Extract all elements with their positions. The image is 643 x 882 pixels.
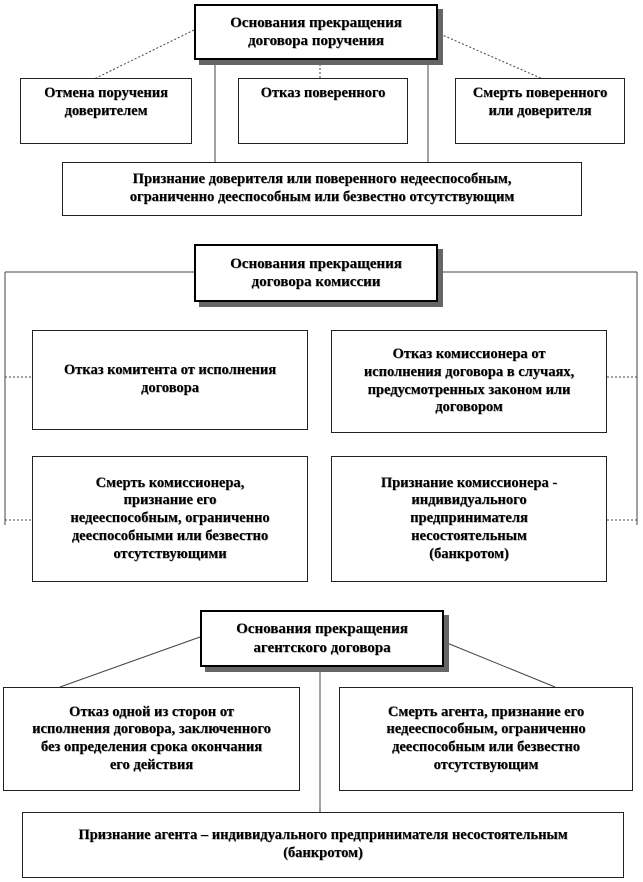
connector-s3-left (60, 637, 200, 687)
section2-item-text: Смерть комиссионера, признание его недееспособным, ограниченно дееспособными или безвестно отсутствующими (70, 474, 270, 562)
section3-item-text: Отказ одной из сторон от исполнения договора, заключенного без определения срока окончания его действия (32, 703, 271, 773)
section2-item-text: Отказ комитента от исполнения договора (63, 362, 277, 396)
section1-item-text: Признание доверителя или поверенного недееспособным, ограниченно дееспособным или безвестно отсутствующим (129, 171, 515, 205)
section2-header-text: Основания прекращения договора комиссии (230, 255, 402, 290)
section2-item-refusal-by-commissioner (331, 330, 607, 433)
section3-item-text: Смерть агента, признание его недееспособным, ограниченно дееспособным или безвестно отсутствующим (386, 703, 586, 773)
section1-item-incapacity (62, 162, 582, 216)
section3-item-agent-bankruptcy (22, 812, 624, 878)
connector-s3-right (447, 643, 555, 687)
connector-s1-left (92, 30, 194, 80)
connector-s1-right (440, 34, 545, 80)
section1-item-refusal-by-attorney (238, 78, 408, 144)
section1-item-death (455, 78, 625, 144)
section2-item-bankruptcy (331, 456, 607, 582)
section1-item-cancel-by-principal (20, 78, 192, 144)
section2-header (194, 244, 438, 302)
section3-item-death-of-agent (339, 687, 633, 791)
section1-header (194, 4, 438, 60)
section1-item-text: Смерть поверенного или доверителя (472, 85, 608, 119)
section2-item-death-of-commissioner (32, 456, 308, 582)
section1-item-text: Отказ поверенного (260, 85, 386, 101)
section3-header-text: Основания прекращения агентского договора (236, 621, 408, 656)
section2-item-text: Отказ комиссионера от исполнения договора в случаях, предусмотренных законом или договором (363, 346, 575, 416)
section2-item-text: Признание комиссионера - индивидуального предпринимателя несостоятельным (банкротом) (380, 474, 558, 562)
section3-item-refusal-of-party (3, 687, 300, 791)
section1-header-text: Основания прекращения договора поручения (230, 14, 402, 49)
section1-item-text: Отмена поручения доверителем (44, 85, 168, 119)
section3-header (200, 610, 444, 667)
section2-item-refusal-by-committent (32, 330, 308, 430)
section3-item-text: Признание агента – индивидуального предпринимателя несостоятельным (банкротом) (78, 827, 568, 861)
